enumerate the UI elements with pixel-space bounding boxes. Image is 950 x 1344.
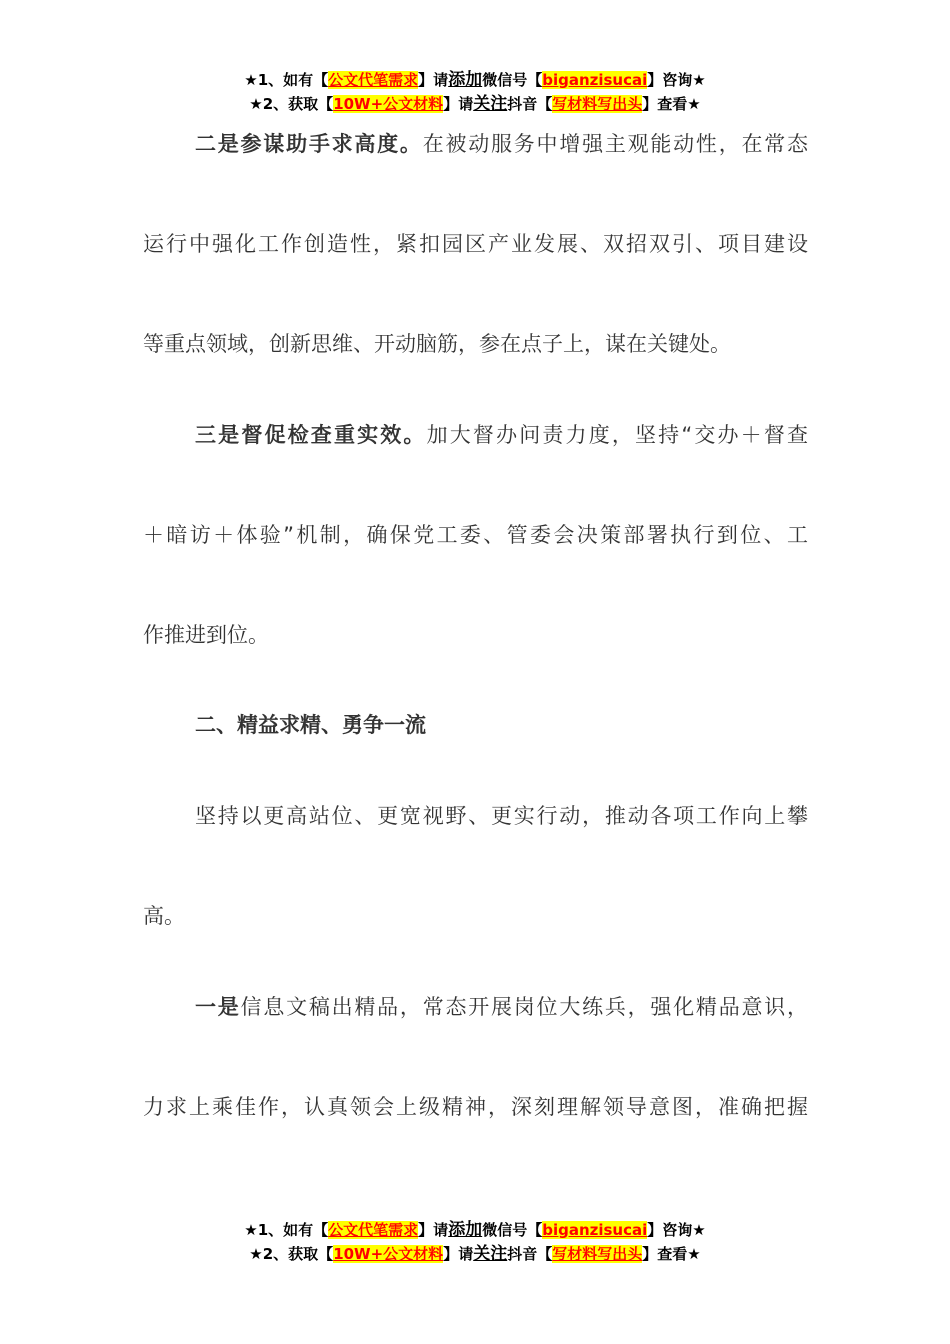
paragraph-lead: 二是参谋助手求高度。 xyxy=(195,132,423,156)
paragraph-text: 信息文稿出精品，常态开展岗位大练兵，强化精品意识， xyxy=(240,995,809,1019)
paragraph-2-line-3 xyxy=(143,621,808,649)
highlight-wechat-id: biganzisucai xyxy=(542,71,648,89)
paragraph-text: 高。 xyxy=(143,904,185,928)
paragraph-4-line-1 xyxy=(143,993,808,1021)
emphasis-add: 添加 xyxy=(448,70,483,90)
highlight-douyin: 写材料写出头 xyxy=(552,1245,643,1263)
highlight-service: 公文代笔需求 xyxy=(328,1221,419,1239)
footer-banner xyxy=(0,1218,950,1266)
paragraph-text: 等重点领域，创新思维、开动脑筋，参在点子上，谋在关键处。 xyxy=(143,332,731,356)
header-banner xyxy=(0,68,950,116)
paragraph-lead: 一是 xyxy=(195,995,241,1019)
paragraph-text: 在被动服务中增强主观能动性，在常态 xyxy=(422,132,809,156)
footer-text: ★1、如有【 xyxy=(244,1221,329,1239)
header-text: 】查看★ xyxy=(642,95,701,113)
emphasis-add: 添加 xyxy=(448,1220,483,1240)
footer-text: 抖音【 xyxy=(507,1245,553,1263)
paragraph-lead: 三是督促检查重实效。 xyxy=(195,423,427,447)
header-line-2 xyxy=(0,92,950,116)
header-text: 】请 xyxy=(418,71,449,89)
paragraph-1-line-3 xyxy=(143,330,808,358)
footer-text: ★2、获取【 xyxy=(249,1245,334,1263)
header-line-1 xyxy=(0,68,950,92)
footer-text: 微信号【 xyxy=(482,1221,543,1239)
highlight-materials: 10W+公文材料 xyxy=(333,1245,444,1263)
paragraph-3-line-2 xyxy=(143,902,808,930)
footer-text: 】咨询★ xyxy=(647,1221,706,1239)
highlight-materials: 10W+公文材料 xyxy=(333,95,444,113)
header-text: ★2、获取【 xyxy=(249,95,334,113)
footer-text: 】查看★ xyxy=(642,1245,701,1263)
section-heading: 二、精益求精、勇争一流 xyxy=(195,713,426,737)
paragraph-text: 作推进到位。 xyxy=(143,623,269,647)
header-text: ★1、如有【 xyxy=(244,71,329,89)
footer-line-2 xyxy=(0,1242,950,1266)
footer-text: 】请 xyxy=(443,1245,474,1263)
highlight-wechat-id: biganzisucai xyxy=(542,1221,648,1239)
footer-line-1 xyxy=(0,1218,950,1242)
paragraph-1-line-1 xyxy=(143,130,808,158)
highlight-douyin: 写材料写出头 xyxy=(552,95,643,113)
paragraph-text: 力求上乘佳作，认真领会上级精神，深刻理解领导意图，准确把握 xyxy=(143,1095,808,1119)
paragraph-4-line-2 xyxy=(143,1093,808,1121)
paragraph-text: 运行中强化工作创造性，紧扣园区产业发展、双招双引、项目建设 xyxy=(143,232,808,256)
paragraph-3-line-1 xyxy=(143,802,808,830)
paragraph-1-line-2 xyxy=(143,230,808,258)
footer-text: 】请 xyxy=(418,1221,449,1239)
paragraph-2-line-2 xyxy=(143,521,808,549)
header-text: 】咨询★ xyxy=(647,71,706,89)
emphasis-follow: 关注 xyxy=(473,1244,508,1264)
header-text: 抖音【 xyxy=(507,95,553,113)
paragraph-text: ＋暗访＋体验”机制，确保党工委、管委会决策部署执行到位、工 xyxy=(143,523,808,547)
highlight-service: 公文代笔需求 xyxy=(328,71,419,89)
paragraph-text: 坚持以更高站位、更宽视野、更实行动，推动各项工作向上攀 xyxy=(195,804,808,828)
paragraph-text: 加大督办问责力度，坚持“交办＋督查 xyxy=(426,423,809,447)
header-text: 微信号【 xyxy=(482,71,543,89)
header-text: 】请 xyxy=(443,95,474,113)
emphasis-follow: 关注 xyxy=(473,94,508,114)
paragraph-2-line-1 xyxy=(143,421,808,449)
